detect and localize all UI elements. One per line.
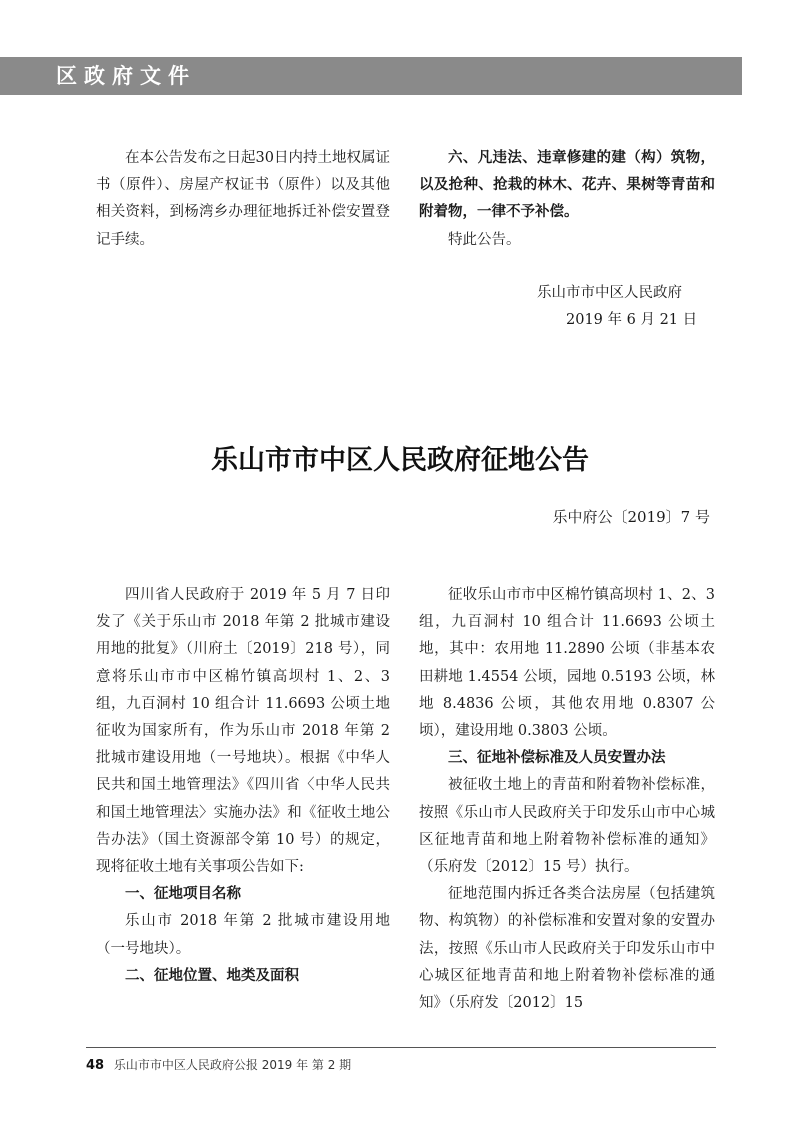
- land-area-paragraph: 征收乐山市市中区棉竹镇高坝村 1、2、3 组，九百洞村 10 组合计 11.6693 公顷土地，其中：农用地 11.2890 公顷（非基本农田耕地 1.4554 公顷，园地 0.5193 公顷，林地 8.4836 公顷，其他农用地 0.8307 公顷），建设用地 0.3803 公顷。: [419, 587, 715, 740]
- footer-divider: [86, 1047, 716, 1048]
- compensation-paragraph: 被征收土地上的青苗和附着物补偿标准，按照《乐山市人民政府关于印发乐山市中心城区征地青苗和地上附着物补偿标准的通知》（乐府发〔2012〕15 号）执行。: [419, 777, 715, 876]
- project-name-paragraph: 乐山市 2018 年第 2 批城市建设用地（一号地块）。: [96, 913, 390, 957]
- section-heading-3: 三、征地补偿标准及人员安置办法: [448, 750, 666, 767]
- relocation-paragraph: 征地范围内拆迁各类合法房屋（包括建筑物、构筑物）的补偿标准和安置对象的安置办法，按照《乐山市人民政府关于印发乐山市中心城区征地青苗和地上附着物补偿标准的通知》（乐府发〔2012〕15: [419, 886, 715, 1012]
- signature-org: 乐山市市中区人民政府: [537, 285, 682, 301]
- signature-date: 2019 年 6 月 21 日: [566, 312, 698, 328]
- page-footer: [86, 1056, 351, 1073]
- document-title: 乐山市市中区人民政府征地公告: [211, 445, 589, 476]
- top-right-column: [419, 145, 715, 254]
- intro-paragraph: 四川省人民政府于 2019 年 5 月 7 日印发了《关于乐山市 2018 年第 2 批城市建设用地的批复》（川府土〔2019〕218 号），同意将乐山市市中区棉竹镇高坝村 1、2、3 组，九百洞村 10 组合计 11.6693 公顷土地征收为国家所有，作为乐山市 2018 年第 2 批城市建设用地（一号地块）。根据《中华人民共和国土地管理法》《四川省〈中华人民共和国土地管理法〉实施办法》和《征收土地公告办法》（国土资源部令第 10 号）的规定，现将征收土地有关事项公告如下:: [96, 587, 390, 876]
- main-left-column: [96, 582, 390, 990]
- item-six-paragraph: 六、凡违法、违章修建的建（构）筑物，以及抢种、抢栽的林木、花卉、果树等青苗和附着物，一律不予补偿。: [419, 150, 715, 221]
- section-header-title: 区政府文件: [56, 64, 196, 88]
- closing-text: 特此公告。: [448, 231, 521, 248]
- main-right-column: [419, 582, 715, 1017]
- section-heading-1: 一、征地项目名称: [125, 886, 241, 903]
- publication-name: 乐山市市中区人民政府公报 2019 年 第 2 期: [113, 1058, 352, 1072]
- page-number: 48: [86, 1058, 105, 1073]
- document-number: 乐中府公〔2019〕7 号: [552, 508, 710, 526]
- registration-paragraph: 在本公告发布之日起30日内持土地权属证书（原件）、房屋产权证书（原件）以及其他相关资料，到杨湾乡办理征地拆迁补偿安置登记手续。: [96, 150, 390, 248]
- top-left-column: [96, 145, 390, 254]
- section-heading-2: 二、征地位置、地类及面积: [125, 967, 299, 984]
